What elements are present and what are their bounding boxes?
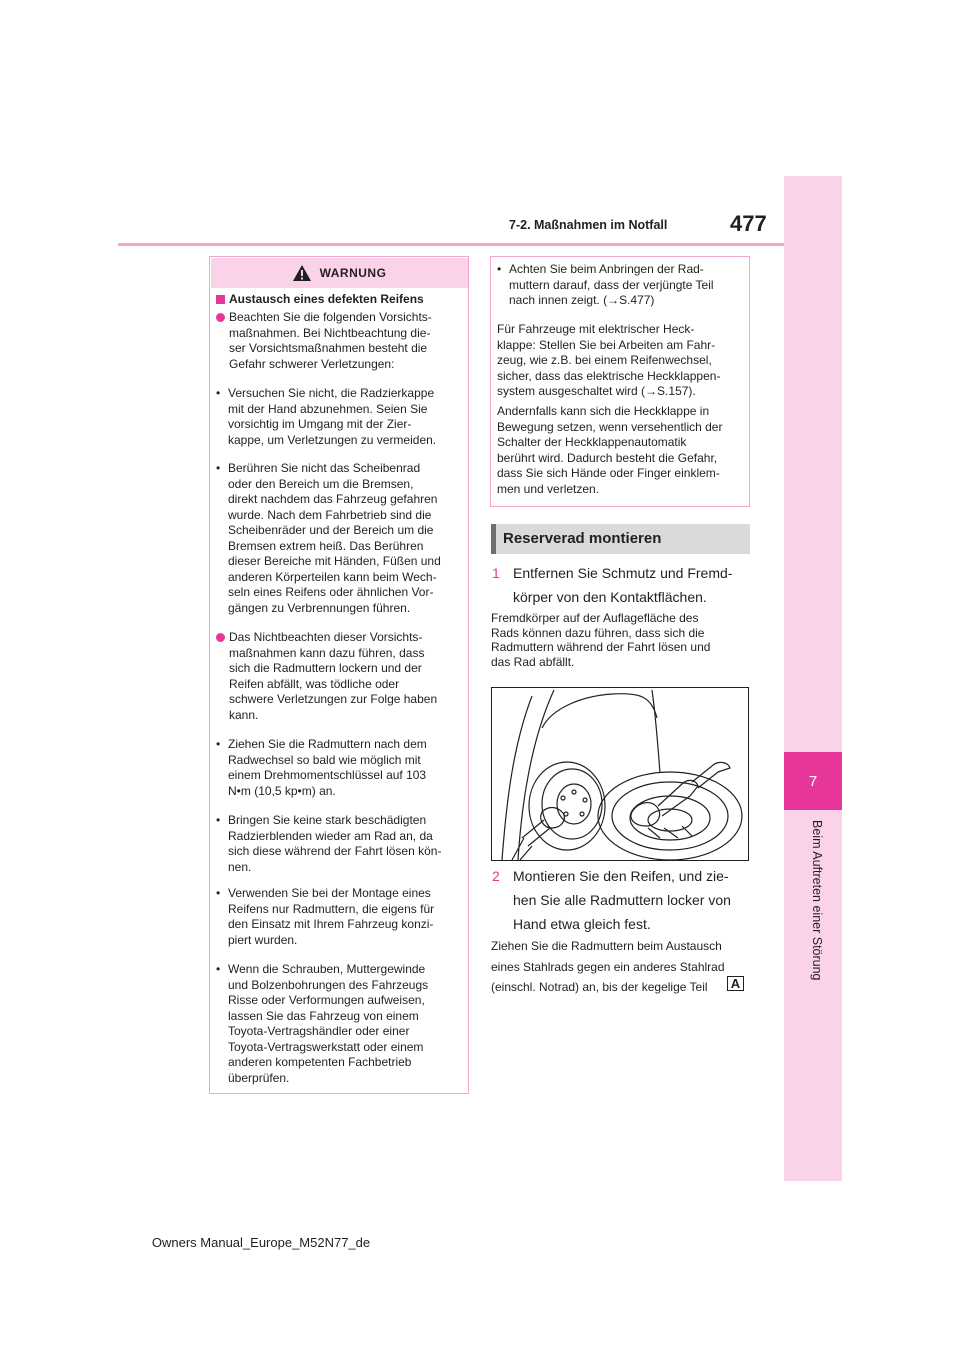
text-line: maßnahmen. Bei Nichtbeachtung die- bbox=[229, 325, 431, 340]
text-line: gängen zu Verbrennungen führen. bbox=[228, 600, 411, 615]
warning-header bbox=[211, 258, 468, 288]
note-paragraph bbox=[497, 322, 745, 400]
text-line: kappe, um Verletzungen zu vermeiden. bbox=[228, 432, 437, 447]
text-line: sicher, dass das elektrische Heckklappen- bbox=[497, 368, 721, 383]
text-line: piert wurden. bbox=[228, 932, 298, 947]
step-number: 2 bbox=[492, 868, 500, 884]
note-bullet-text bbox=[509, 262, 745, 309]
text-line: Achten Sie beim Anbringen der Rad- bbox=[509, 262, 704, 276]
text-line: Toyota-Vertragshändler oder einer bbox=[228, 1024, 410, 1038]
text-line: Das Nichtbeachten dieser Vorsichts- bbox=[229, 630, 423, 644]
chapter-number: 7 bbox=[808, 772, 818, 790]
warning-item-text bbox=[228, 813, 462, 875]
step-text: Montieren Sie den Reifen, und zie- hen Sie alle Radmuttern locker von Hand etwa gleich fest. bbox=[513, 868, 731, 932]
text-line: N•m (10,5 kp•m) an. bbox=[228, 783, 336, 798]
circle-marker-icon bbox=[216, 313, 225, 322]
text-line: nen. bbox=[228, 859, 252, 874]
text-line: kann. bbox=[229, 707, 259, 722]
text-line: oder den Bereich um die Bremsen, bbox=[228, 476, 414, 491]
text-line: Radzierblenden wieder am Rad an, da bbox=[228, 828, 433, 843]
text-line: Andernfalls kann sich die Heckklappe in bbox=[497, 404, 710, 418]
text-line: Radwechsel so bald wie möglich mit bbox=[228, 752, 421, 767]
text-line: überprüfen. bbox=[228, 1070, 290, 1085]
text-line: Risse oder Verformungen aufweisen, bbox=[228, 993, 425, 1007]
text-line: Bringen Sie keine stark beschädigten bbox=[228, 813, 427, 827]
warning-item-text bbox=[228, 461, 462, 616]
text-line: Gefahr schwerer Verletzungen: bbox=[229, 356, 395, 371]
warning-item-text bbox=[228, 386, 462, 448]
footer-doc-id: Owners Manual_Europe_M52N77_de bbox=[151, 1235, 371, 1250]
chapter-label: Beim Auftreten einer Störung bbox=[810, 820, 824, 981]
section-heading-accent bbox=[491, 524, 496, 554]
text-line: vorsichtig im Umgang mit der Zier- bbox=[228, 417, 412, 431]
bullet-marker-icon: • bbox=[216, 737, 221, 751]
text-line: mit der Hand abzunehmen. Seien Sie bbox=[228, 401, 428, 416]
text-line: Ziehen Sie die Radmuttern nach dem bbox=[228, 737, 427, 751]
text-line: zeug, wie z.B. bei einem Reifenwechsel, bbox=[497, 353, 712, 367]
label-a-badge: A bbox=[727, 976, 744, 991]
section-title: 7-2. Maßnahmen im Notfall bbox=[509, 218, 668, 232]
text-line: maßnahmen kann dazu führen, dass bbox=[229, 645, 425, 660]
text-line: Schalter der Heckklappenautomatik bbox=[497, 435, 687, 449]
text-line: Bremsen extrem heiß. Das Berühren bbox=[228, 538, 424, 553]
text-line: Toyota-Vertragswerkstatt oder einem bbox=[228, 1039, 424, 1054]
text-line: Wenn die Schrauben, Muttergewinde bbox=[228, 962, 426, 976]
note-2: Ziehen Sie die Radmuttern beim Austausch eines Stahlrads gegen ein anderes Stahlrad (einschl. Notrad) an, bis der kegelige Teil bbox=[491, 939, 725, 994]
text-line: system ausgeschaltet wird (→S.157). bbox=[497, 384, 696, 398]
warning-item-text bbox=[229, 630, 464, 723]
text-line: schwere Verletzungen zur Folge haben bbox=[229, 692, 438, 706]
bullet-marker-icon: • bbox=[216, 386, 221, 400]
step-text: Entfernen Sie Schmutz und Fremd- körper von den Kontaktflächen. bbox=[513, 565, 733, 605]
section-heading: Reserverad montieren bbox=[503, 530, 662, 547]
text-line: anderen kompetenten Fachbetrieb bbox=[228, 1055, 412, 1069]
text-line: einem Drehmomentschlüssel auf 103 bbox=[228, 768, 427, 782]
bullet-marker-icon: • bbox=[216, 886, 221, 900]
bullet-marker-icon: • bbox=[216, 461, 221, 475]
page-number: 477 bbox=[730, 211, 767, 236]
wheel-illustration-drawing bbox=[492, 688, 748, 860]
text-line: Berühren Sie nicht das Scheibenrad bbox=[228, 461, 421, 475]
warning-item-text bbox=[228, 737, 462, 799]
warning-triangle-icon bbox=[292, 264, 312, 282]
warning-item-text bbox=[229, 310, 464, 372]
text-line: sich diese während der Fahrt lösen kön- bbox=[228, 844, 442, 858]
text-line: Verwenden Sie bei der Montage eines bbox=[228, 886, 431, 900]
text-line: direkt nachdem das Fahrzeug gefahren bbox=[228, 492, 438, 506]
text-line: muttern darauf, dass der verjüngte Teil bbox=[509, 277, 714, 292]
note-paragraph bbox=[497, 404, 745, 497]
wheel-cleaning-illustration bbox=[491, 687, 749, 861]
text-line: lassen Sie das Fahrzeug von einem bbox=[228, 1008, 419, 1023]
text-line: dieser Bereiche mit Händen, Füßen und bbox=[228, 554, 441, 568]
text-line: anderen Körperteilen kann beim Wech- bbox=[228, 569, 437, 584]
text-line: dass Sie sich Hände oder Finger einklem- bbox=[497, 466, 720, 480]
bullet-marker-icon: • bbox=[216, 962, 221, 976]
chapter-side-tab bbox=[784, 176, 842, 1181]
text-line: seln eines Reifens oder ähnlichen Vor- bbox=[228, 585, 434, 599]
header-rule bbox=[118, 243, 784, 246]
text-line: berührt wird. Dadurch besteht die Gefahr, bbox=[497, 450, 718, 465]
text-line: Bewegung setzen, wenn versehentlich der bbox=[497, 419, 723, 434]
step-number: 1 bbox=[492, 565, 500, 581]
circle-marker-icon bbox=[216, 633, 225, 642]
bullet-marker-icon: • bbox=[216, 813, 221, 827]
bullet-marker-icon: • bbox=[497, 262, 502, 276]
text-line: Scheibenräder und der Bereich um die bbox=[228, 523, 434, 537]
text-line: Versuchen Sie nicht, die Radzierkappe bbox=[228, 386, 435, 400]
text-line: nach innen zeigt. (→S.477) bbox=[509, 293, 655, 307]
text-line: und Bolzenbohrungen des Fahrzeugs bbox=[228, 977, 429, 992]
text-line: den Einsatz mit Ihrem Fahrzeug konzi- bbox=[228, 917, 434, 931]
text-line: ser Vorsichtsmaßnahmen besteht die bbox=[229, 341, 428, 355]
text-line: sich die Radmuttern lockern und der bbox=[229, 661, 422, 675]
text-line: wurde. Nach dem Fahrbetrieb sind die bbox=[228, 507, 432, 522]
note-1: Fremdkörper auf der Auflagefläche des Rads können dazu führen, dass sich die Radmuttern während der Fahrt lösen und das Rad abfällt. bbox=[491, 611, 711, 669]
text-line: Reifens nur Radmuttern, die eigens für bbox=[228, 901, 435, 916]
warning-item-text bbox=[228, 962, 462, 1086]
square-marker-icon bbox=[216, 295, 225, 304]
warning-item-text bbox=[228, 886, 462, 948]
text-line: men und verletzen. bbox=[497, 481, 600, 496]
text-line: Für Fahrzeuge mit elektrischer Heck- bbox=[497, 322, 695, 336]
text-line: Reifen abfällt, was tödliche oder bbox=[229, 676, 400, 691]
text-line: klappe: Stellen Sie bei Arbeiten am Fahr- bbox=[497, 337, 716, 352]
warning-title: WARNUNG bbox=[319, 265, 387, 280]
text-line: Beachten Sie die folgenden Vorsichts- bbox=[229, 310, 432, 324]
